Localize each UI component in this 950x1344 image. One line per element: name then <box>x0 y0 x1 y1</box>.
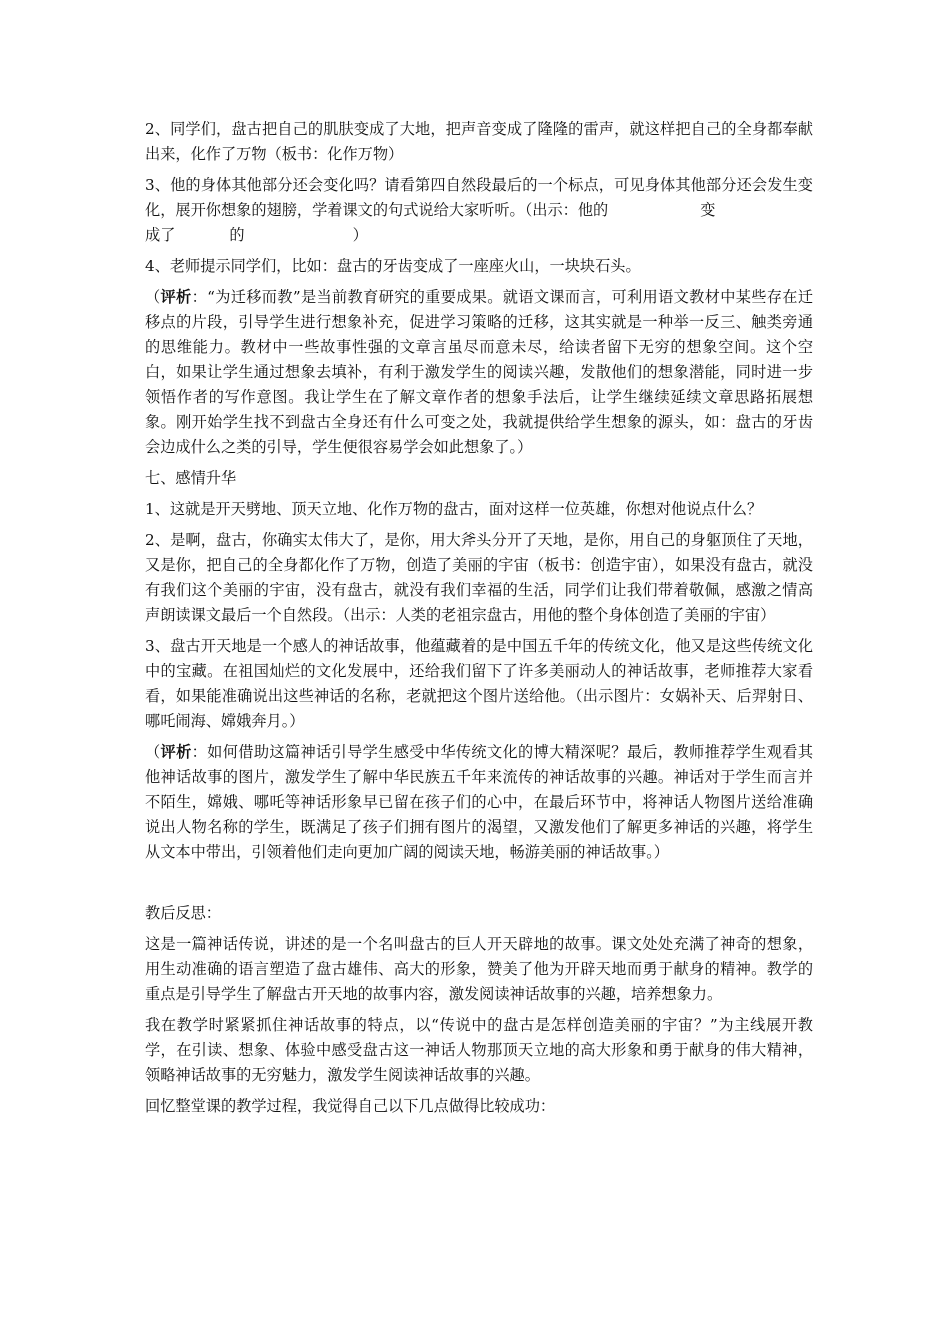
paragraph-step-2: 2、同学们，盘古把自己的肌肤变成了大地，把声音变成了隆隆的雷声，就这样把自己的全身都奉献出来，化作了万物（板书：化作万物） <box>145 120 813 163</box>
commentary-2: （评析：如何借助这篇神话引导学生感受中华传统文化的博大精深呢？最后，教师推荐学生观看其他神话故事的图片，激发学生了解中华民族五千年来流传的神话故事的兴趣。神话对于学生而言并不陌生，嫦娥、哪吒等神话形象早已留在孩子们的心中，在最后环节中，将神话人物图片送给准确说出人物名称的学生，既满足了孩子们拥有图片的渴望，又激发他们了解更多神话的兴趣，将学生从文本中带出，引领着他们走向更加广阔的阅读天地，畅游美丽的神话故事。） <box>145 743 814 861</box>
commentary-1: （评析：“为迁移而教”是当前教育研究的重要成果。就语文课而言，可利用语文教材中某些存在迁移点的片段，引导学生进行想象补充，促进学习策略的迁移，这其实就是一种举一反三、触类旁通的思维能力。教材中一些故事性强的文章言虽尽而意未尽，给读者留下无穷的想象空间。这个空白，如果让学生通过想象去填补，有利于激发学生的阅读兴趣，发散他们的想象潜能，同时进一步领悟作者的写作意图。我让学生在了解文章作者的想象手法后，让学生继续延续文章思路拓展想象。刚开始学生找不到盘古全身还有什么可变之处，我就提供给学生想象的源头，如：盘古的牙齿会边成什么之类的引导，学生便很容易学会如此想象了。） <box>145 288 814 456</box>
step-3-de: 的 <box>229 226 245 244</box>
spacer <box>145 871 813 901</box>
paragraph-step-4: 4、老师提示同学们，比如：盘古的牙齿变成了一座座火山，一块块石头。 <box>145 257 641 275</box>
commentary-2-text: ：如何借助这篇神话引导学生感受中华传统文化的博大精深呢？最后，教师推荐学生观看其他神话故事的图片，激发学生了解中华民族五千年来流传的神话故事的兴趣。神话对于学生而言并不陌生，嫦娥、哪吒等神话形象早已留在孩子们的心中，在最后环节中，将神话人物图片送给准确说出人物名称的学生，既满足了孩子们拥有图片的渴望，又激发他们了解更多神话的兴趣，将学生从文本中带出，引领着他们走向更加广阔的阅读天地，畅游美丽的神话故事。） <box>145 743 814 861</box>
commentary-1-text: ：“为迁移而教”是当前教育研究的重要成果。就语文课而言，可利用语文教材中某些存在迁移点的片段，引导学生进行想象补充，促进学习策略的迁移，这其实就是一种举一反三、触类旁通的思维能力。教材中一些故事性强的文章言虽尽而意未尽，给读者留下无穷的想象空间。这个空白，如果让学生通过想象去填补，有利于激发学生的阅读兴趣，发散他们的想象潜能，同时进一步领悟作者的写作意图。我让学生在了解文章作者的想象手法后，让学生继续延续文章思路拓展想象。刚开始学生找不到盘古全身还有什么可变之处，我就提供给学生想象的源头，如：盘古的牙齿会边成什么之类的引导，学生便很容易学会如此想象了。） <box>145 288 814 456</box>
document-body <box>145 117 813 1125</box>
reflection-paragraph-1: 这是一篇神话传说，讲述的是一个名叫盘古的巨人开天辟地的故事。课文处处充满了神奇的想象，用生动准确的语言塑造了盘古雄伟、高大的形象，赞美了他为开辟天地而勇于献身的精神。教学的重点是引导学生了解盘古开天地的故事内容，激发阅读神话故事的兴趣，培养想象力。 <box>145 935 813 1003</box>
section-7-item-1: 1、这就是开天劈地、顶天立地、化作万物的盘古，面对这样一位英雄，你想对他说点什么？ <box>145 500 763 518</box>
step-3-chengle: 成了 <box>145 226 176 244</box>
commentary-1-label: 评析 <box>160 288 192 306</box>
reflection-paragraph-3: 回忆整堂课的教学过程，我觉得自己以下几点做得比较成功： <box>145 1097 556 1115</box>
section-7-heading: 七、感情升华 <box>145 469 237 487</box>
section-7-item-2: 2、是啊，盘古，你确实太伟大了，是你，用大斧头分开了天地，是你，用自己的身躯顶住了天地，又是你，把自己的全身都化作了万物，创造了美丽的宇宙（板书：创造宇宙），如果没有盘古，就没有我们这个美丽的宇宙，没有盘古，就没有我们幸福的生活，同学们让我们带着敬佩，感激之情高声朗读课文最后一个自然段。（出示：人类的老祖宗盘古，用他的整个身体创造了美丽的宇宙） <box>145 531 813 624</box>
reflection-paragraph-2: 我在教学时紧紧抓住神话故事的特点，以“传说中的盘古是怎样创造美丽的宇宙？”为主线展开教学，在引读、想象、体验中感受盘古这一神话人物那顶天立地的高大形象和勇于献身的伟大精神，领略神话故事的无穷魅力，激发学生阅读神话故事的兴趣。 <box>145 1016 813 1084</box>
section-7-item-3: 3、盘古开天地是一个感人的神话故事，他蕴藏着的是中国五千年的传统文化，他又是这些传统文化中的宝藏。在祖国灿烂的文化发展中，还给我们留下了许多美丽动人的神话故事，老师推荐大家看看，如果能准确说出这些神话的名称，老就把这个图片送给他。（出示图片：女娲补天、后羿射日、哪吒闹海、嫦娥奔月。） <box>145 637 813 730</box>
step-3-bian: 变 <box>700 201 716 219</box>
paragraph-step-3 <box>145 173 813 248</box>
reflection-heading: 教后反思： <box>145 904 221 922</box>
step-3-text: 3、他的身体其他部分还会变化吗？请看第四自然段最后的一个标点，可见身体其他部分还会发生变化，展开你想象的翅膀，学着课文的句式说给大家听听。（出示：他的 <box>145 176 813 219</box>
step-3-close: ） <box>352 226 368 244</box>
commentary-2-label: 评析 <box>160 743 192 761</box>
